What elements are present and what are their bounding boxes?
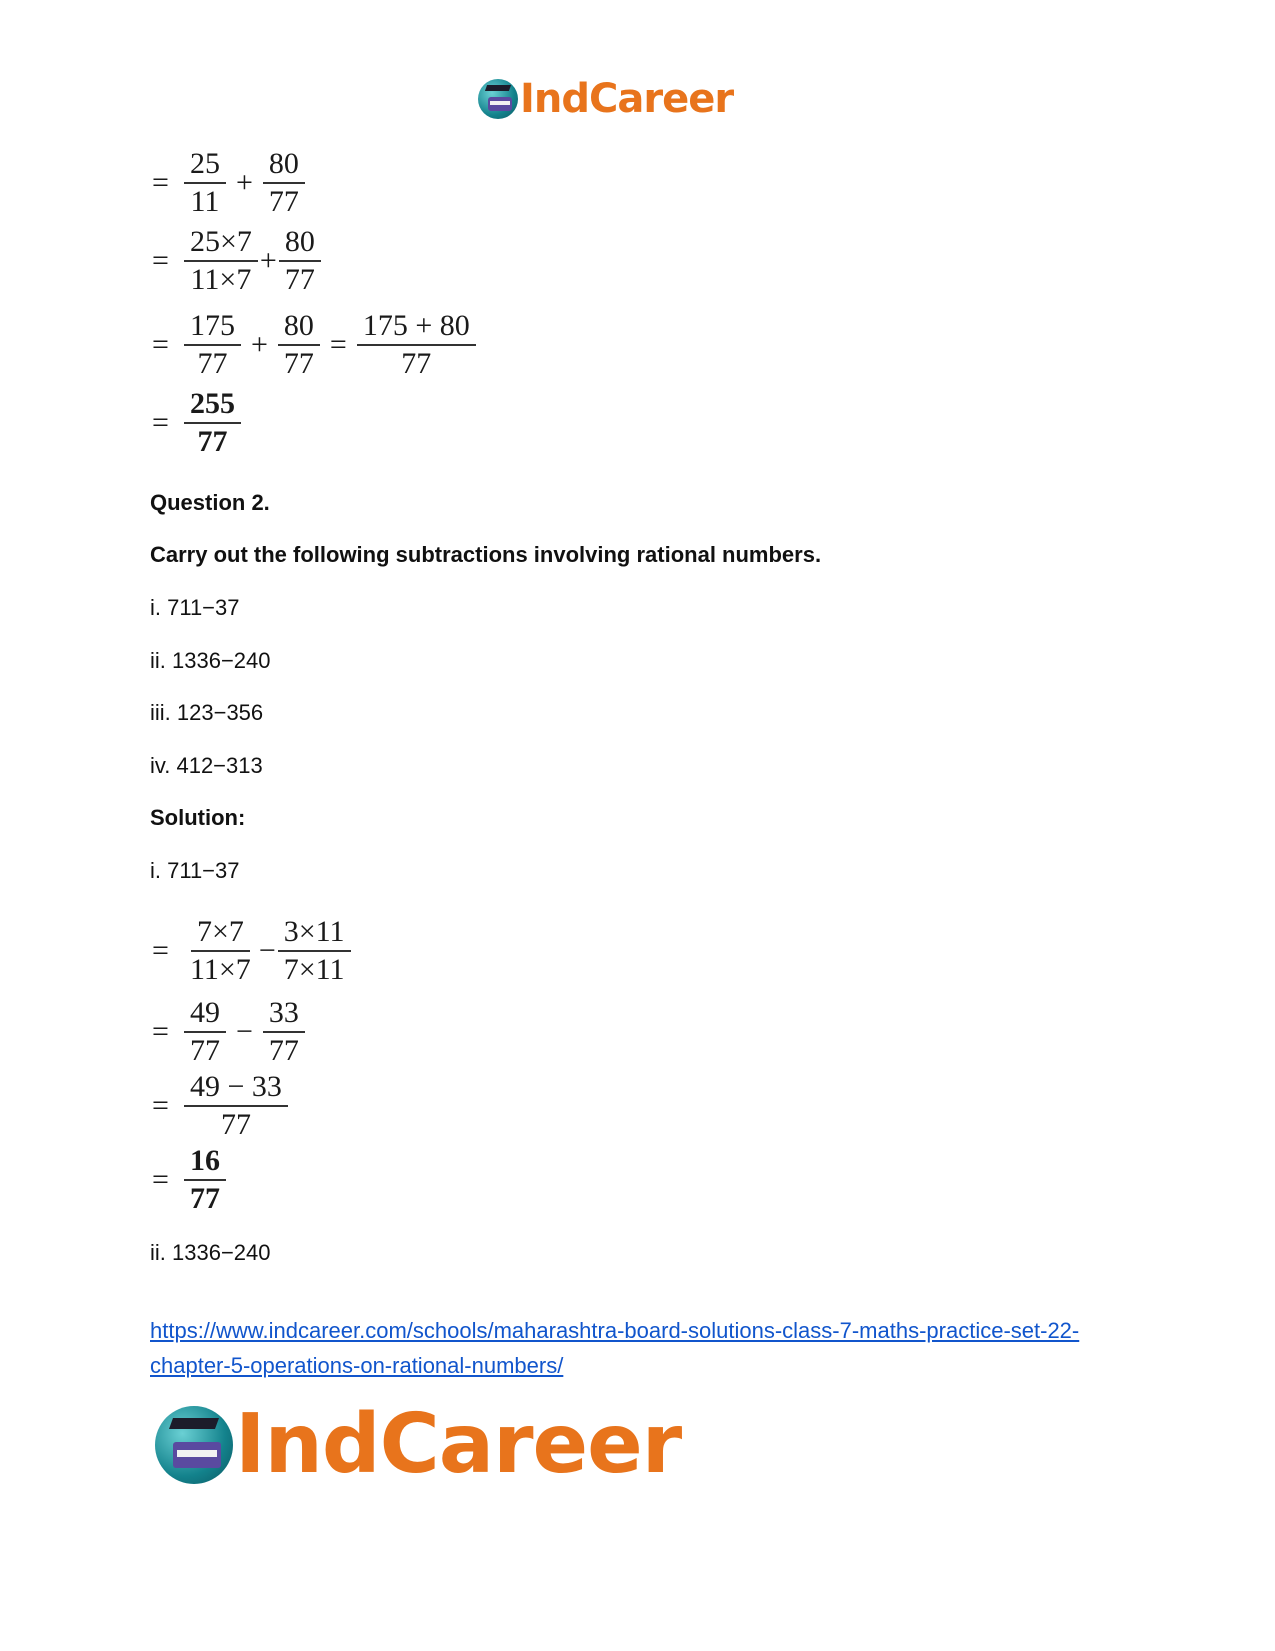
solution-line-4: = $\frac{16}{77}$ [152,1143,226,1217]
fraction-result: $\frac{255}{77}$ [184,386,241,460]
question-item-2: ii. 1336−240 [150,648,271,673]
fraction: $\frac{7\times 7}{11\times 7}$ [190,915,251,986]
solution-line-2: = $\frac{49}{77}$ − $\frac{33}{77}$ [152,995,305,1069]
globe-icon [478,79,518,119]
fraction: $\frac{175}{77}$ [184,308,241,382]
fraction: $\frac{25}{11}$ [184,146,226,220]
solution-line-1: = $\frac{7\times 7}{11\times 7}$ − $\frac{3\times 11}{7\times 11}$ [152,914,351,988]
header-logo [478,76,733,122]
work-line-1: = $\frac{25}{11}$ + $\frac{80}{77}$ [152,146,305,220]
solution-part-1-label: i. 711−37 [150,858,240,883]
source-link[interactable] [150,1313,1150,1383]
source-link-line-2[interactable]: chapter-5-operations-on-rational-numbers/ [150,1353,564,1378]
fraction-result: $\frac{16}{77}$ [184,1143,226,1217]
question-item-4: iv. 412−313 [150,753,263,778]
work-line-2: = $\frac{25\times 7}{11\times 7}$ + $\frac{80}{77}$ [152,224,321,298]
fraction: $\frac{25\times 7}{11\times 7}$ [184,224,258,298]
globe-icon [155,1406,233,1484]
question-title: Question 2. [150,490,270,515]
solution-part-2-label: ii. 1336−240 [150,1240,271,1265]
question-prompt: Carry out the following subtractions involving rational numbers. [150,542,822,567]
fraction: $\frac{49 - 33}{77}$ [184,1069,288,1143]
fraction: $\frac{33}{77}$ [263,995,305,1069]
question-item-3: iii. 123−356 [150,700,264,725]
question-item-1: i. 711−37 [150,595,240,620]
footer-logo [155,1397,682,1492]
fraction: $\frac{80}{77}$ [263,146,305,220]
work-line-4: = $\frac{255}{77}$ [152,386,241,460]
source-link-line-1[interactable]: https://www.indcareer.com/schools/maharashtra-board-solutions-class-7-maths-practice-set-22- [150,1318,1080,1343]
footer-brand-name: IndCareer [235,1397,682,1492]
fraction: $\frac{175 + 80}{77}$ [357,308,476,382]
fraction: $\frac{3\times 11}{7\times 11}$ [278,914,351,988]
solution-line-3: = $\frac{49 - 33}{77}$ [152,1069,288,1143]
fraction: $\frac{80}{77}$ [279,224,321,298]
fraction: $\frac{49}{77}$ [184,995,226,1069]
solution-title: Solution: [150,805,246,830]
fraction: $\frac{80}{77}$ [278,308,320,382]
work-line-3: = $\frac{175}{77}$ + $\frac{80}{77}$ = $\frac{175 + 80}{77}$ [152,308,476,382]
header-brand-name: IndCareer [520,76,734,122]
